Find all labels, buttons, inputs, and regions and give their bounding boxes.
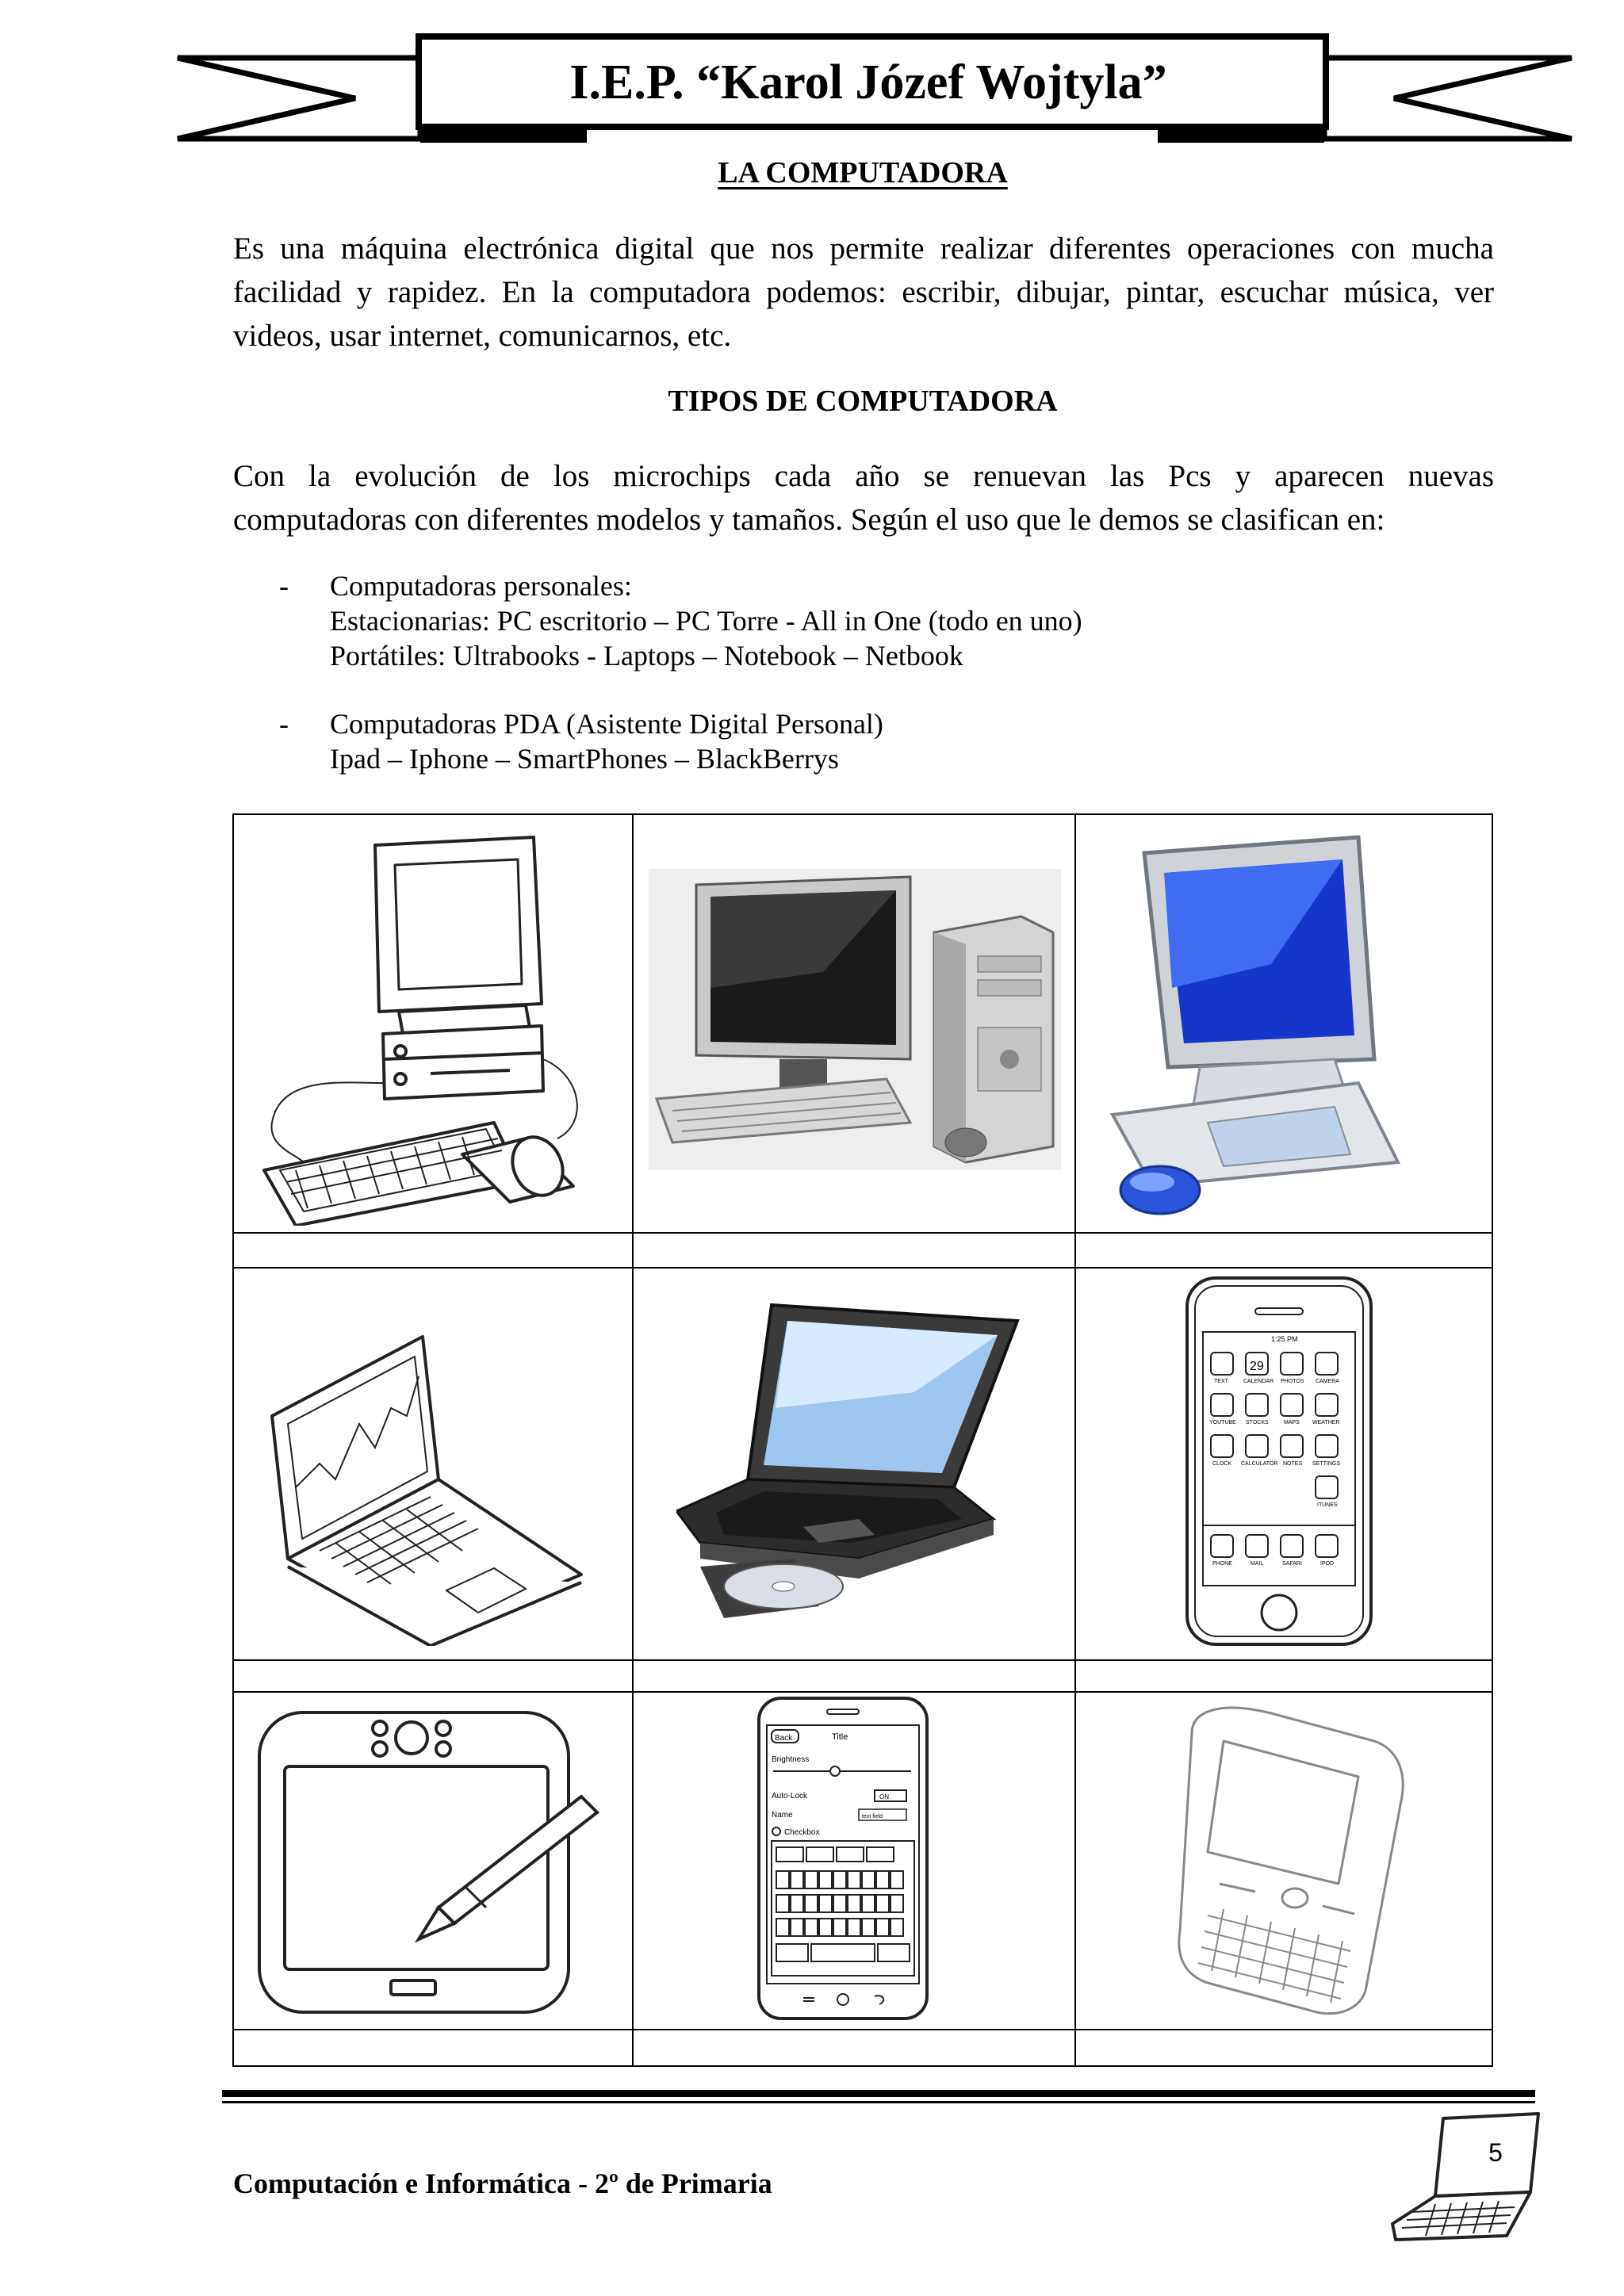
list-dash: - <box>279 570 289 602</box>
app-label: YOUTUBE <box>1209 1420 1236 1425</box>
app-label: CALENDAR <box>1243 1379 1274 1384</box>
app-label: CLOCK <box>1212 1461 1232 1467</box>
intro-paragraph <box>233 227 1494 358</box>
app-label: WEATHER <box>1312 1420 1340 1425</box>
wireframe-textfield: text field <box>862 1814 883 1820</box>
retro-desktop-computer-drawing <box>248 821 621 1226</box>
intro-line: videos, usar internet, comunicarnos, etc. <box>233 319 732 353</box>
types-line: computadoras con diferentes modelos y tamaños. Según el uso que le demos se clasifican en: <box>233 503 1385 537</box>
app-label: CALCULATOR <box>1241 1461 1278 1467</box>
list-line: Ipad – Iphone – SmartPhones – BlackBerrys <box>330 743 839 775</box>
graphics-tablet-with-pen <box>256 1709 621 2019</box>
wireframe-brightness: Brightness <box>772 1755 810 1764</box>
smartphone-wireframe <box>756 1695 930 2022</box>
app-label: NOTES <box>1283 1461 1303 1467</box>
wireframe-autolock: Auto-Lock <box>772 1792 808 1800</box>
dock-label: SAFARI <box>1282 1561 1302 1567</box>
footer-course: Computación e Informática - 2º de Primaria <box>233 2168 772 2199</box>
app-label: SETTINGS <box>1312 1461 1341 1467</box>
types-paragraph <box>233 454 1494 541</box>
wireframe-checkbox: Checkbox <box>784 1828 820 1837</box>
footer-rule <box>222 2090 1535 2097</box>
desktop-pc-tower-photo <box>649 869 1061 1170</box>
wireframe-on: ON <box>879 1793 889 1800</box>
dock-label: MAIL <box>1251 1561 1264 1567</box>
app-label: TEXT <box>1214 1379 1228 1384</box>
laptop-with-cd-drive <box>676 1297 1041 1638</box>
app-label: PHOTOS <box>1281 1379 1304 1384</box>
laptop-icon <box>1388 2109 1562 2244</box>
iphone-time: 1:25 PM <box>1271 1335 1298 1343</box>
app-label: ITUNES <box>1317 1502 1338 1508</box>
iphone-date: 29 <box>1250 1360 1264 1373</box>
section-title: LA COMPUTADORA <box>718 156 1008 189</box>
list-dash: - <box>279 708 289 740</box>
list-line: Portátiles: Ultrabooks - Laptops – Notebook – Netbook <box>330 640 963 672</box>
list-heading: Computadoras PDA (Asistente Digital Personal) <box>330 708 883 740</box>
dock-label: IPOD <box>1320 1561 1335 1567</box>
intro-line: facilidad y rapidez. En la computadora podemos: escribir, dibujar, pintar, escuchar música, ver <box>233 275 1494 309</box>
blackberry-sketch <box>1176 1701 1414 2019</box>
types-title: TIPOS DE COMPUTADORA <box>668 385 1058 418</box>
iphone-drawing <box>1184 1275 1374 1647</box>
wireframe-title: Title <box>832 1732 848 1742</box>
footer-rule <box>222 2101 1535 2103</box>
intro-line: Es una máquina electrónica digital que nos permite realizar diferentes operaciones con mucha <box>233 232 1494 266</box>
app-label: CAMERA <box>1316 1379 1339 1384</box>
dock-label: PHONE <box>1212 1561 1232 1567</box>
types-line: Con la evolución de los microchips cada año se renuevan las Pcs y aparecen nuevas <box>233 459 1494 493</box>
wireframe-name: Name <box>772 1811 793 1820</box>
image-grid <box>232 813 1493 2067</box>
list-line: Estacionarias: PC escritorio – PC Torre - All in One (todo en uno) <box>330 605 1082 637</box>
school-name: I.E.P. “Karol Józef Wojtyla” <box>569 55 1167 109</box>
list-heading: Computadoras personales: <box>330 570 632 602</box>
app-label: STOCKS <box>1246 1420 1269 1425</box>
laptop-line-drawing <box>264 1289 613 1646</box>
all-in-one-computer-illustration <box>1097 829 1477 1226</box>
wireframe-back: Back <box>775 1734 793 1743</box>
app-label: MAPS <box>1284 1420 1300 1425</box>
page-number: 5 <box>1488 2137 1503 2167</box>
